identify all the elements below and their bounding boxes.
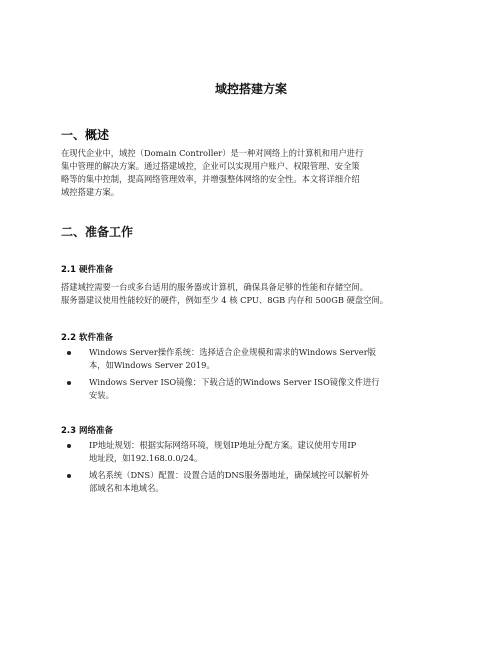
list-item-line: 域名系统（DNS）配置：设置合适的DNS服务器地址，确保域控可以解析外 <box>89 470 369 480</box>
hardware-paragraph <box>61 281 388 307</box>
paragraph-line: 略等的集中控制，提高网络管理效率，并增强整体网络的安全性。本文将详细介绍 <box>61 174 360 184</box>
subsection-heading-hardware: 2.1 硬件准备 <box>61 265 114 275</box>
list-item-line: Windows Server ISO镜像：下载合适的Windows Server ISO镜像文件进行 <box>89 377 380 387</box>
list-item <box>61 469 369 495</box>
bullet-dot-icon <box>67 381 71 385</box>
list-item-line: 地址段，如192.168.0.0/24。 <box>89 453 203 463</box>
paragraph-line: 集中管理的解决方案。通过搭建域控，企业可以实现用户账户、权限管理、安全策 <box>61 161 360 171</box>
bullet-dot-icon <box>67 474 71 478</box>
overview-paragraph <box>61 147 363 199</box>
bullet-dot-icon <box>67 444 71 448</box>
software-bullet-list <box>61 346 380 406</box>
paragraph-line: 服务器建议使用性能较好的硬件，例如至少 4 核 CPU、8GB 内存和 500GB 硬盘空间。 <box>61 295 389 305</box>
paragraph-line: 搭建域控需要一台或多台适用的服务器或计算机，确保具备足够的性能和存储空间。 <box>61 282 368 292</box>
list-item <box>61 439 369 465</box>
list-item <box>61 376 380 402</box>
list-item-line: 安装。 <box>89 390 114 400</box>
list-item-line: 本，如Windows Server 2019。 <box>89 360 215 370</box>
bullet-dot-icon <box>67 351 71 355</box>
subsection-heading-network: 2.3 网络准备 <box>61 426 114 436</box>
list-item-line: Windows Server操作系统：选择适合企业规模和需求的Windows Server版 <box>89 347 376 357</box>
subsection-heading-software: 2.2 软件准备 <box>61 333 114 343</box>
section-heading-preparation: 二、准备工作 <box>61 225 134 239</box>
list-item-line: IP地址规划：根据实际网络环境，规划IP地址分配方案。建议使用专用IP <box>89 440 357 450</box>
paragraph-line: 在现代企业中，域控（Domain Controller）是一种对网络上的计算机和用户进行 <box>61 148 364 158</box>
list-item <box>61 346 380 372</box>
paragraph-line: 域控搭建方案。 <box>61 187 120 197</box>
document-title: 域控搭建方案 <box>214 82 287 96</box>
network-bullet-list <box>61 439 369 499</box>
list-item-line: 部域名和本地域名。 <box>89 483 164 493</box>
section-heading-overview: 一、概述 <box>61 128 110 142</box>
